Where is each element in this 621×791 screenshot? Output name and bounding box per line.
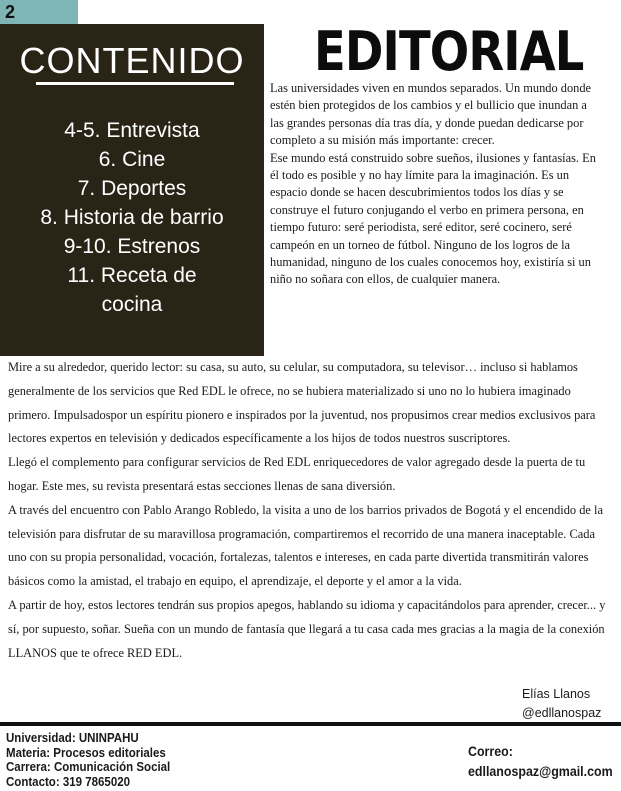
footer-credits: [6, 731, 170, 789]
footer-career: Carrera: Comunicación Social: [6, 760, 171, 774]
editorial-body: [8, 356, 614, 665]
contents-title: CONTENIDO: [19, 40, 245, 81]
body-paragraph: A partir de hoy, estos lectores tendrán sus propios apegos, hablando su idioma y capacitándolos para aprender, crecer... y sí, por supuesto, soñar. Sueña con un mundo de fantasía que llegará a tu casa cada mes gracias a la magia de la conexión LLANOS que te ofrece RED EDL.: [8, 597, 606, 660]
footer-divider: [0, 722, 621, 726]
footer-subject: Materia: Procesos editoriales: [6, 745, 166, 760]
contents-list: [0, 116, 264, 319]
editorial-title: EDITORIAL: [314, 20, 584, 83]
editorial-intro: [270, 80, 596, 289]
footer-university: Universidad: UNINPAHU: [6, 731, 139, 745]
body-paragraph: Llegó el complemento para configurar servicios de Red EDL enriquecedores de valor agregado desde la puerta de tu hogar. Este mes, su revista presentará estas secciones llenas de sana diversión.: [8, 455, 586, 493]
intro-paragraph: Ese mundo está construido sobre sueños, ilusiones y fantasías. En él todo es posible y no hay límite para la imaginación. Es un espacio donde se hacen descubrimientos todos los días y se construye el futuro conjugando el verbo en primera persona, en tiempo futuro: seré periodista, seré editor, seré cocinero, seré campeón en un torneo de fútbol. Ninguno de los logros de la humanidad, ninguno de los cuales conocemos hoy, existiría si un niño no soñara con ellos, de cualquier manera.: [270, 150, 596, 287]
body-paragraph: A través del encuentro con Pablo Arango Robledo, la visita a uno de los barrios privados de Bogotá y el encendido de la televisión para disfrutar de su maravillosa programación, compartiremos el recorrido de una manera inaceptable. Cada uno con su propia personalidad, vocación, fortalezas, talentos e intereses, en cada parte divertida transmitirán valores básicos como la amistad, el trabajo en equipo, el aprendizaje, el deporte y el amor a la vida.: [8, 502, 603, 589]
contents-item: 11. Receta de: [67, 264, 197, 287]
footer-email-label: Correo:: [468, 744, 513, 759]
page-number: 2: [0, 0, 78, 24]
signature: [522, 685, 601, 723]
contents-item: 6. Cine: [98, 148, 166, 171]
signature-handle: @edllanospaz: [522, 706, 602, 720]
footer-email-block: [468, 742, 613, 782]
contents-item: 9-10. Estrenos: [63, 235, 201, 258]
signature-name: Elías Llanos: [522, 687, 591, 701]
contents-box: [0, 24, 264, 356]
contents-item: 7. Deportes: [77, 177, 187, 200]
intro-paragraph: Las universidades viven en mundos separados. Un mundo donde estén bien protegidos de los cambios y el bullicio que inundan a las grandes personas día tras día, y donde puedan dedicarse por completo a su misión más importante: crecer.: [270, 81, 592, 148]
footer-contact: Contacto: 319 7865020: [6, 774, 131, 789]
contents-item: 4-5. Entrevista: [64, 119, 200, 142]
contents-item: cocina: [101, 293, 163, 316]
footer-email[interactable]: edllanospaz@gmail.com: [468, 764, 613, 779]
contents-underline: [36, 82, 234, 85]
body-paragraph: Mire a su alrededor, querido lector: su casa, su auto, su celular, su computadora, su televisor… incluso si hablamos generalmente de los servicios que Red EDL le ofrece, no se hubiera materializado si uno no lo hubiera imaginado primero. Impulsadospor un espíritu pionero e inspirados por la juventud, nos propusimos crear medios exclusivos para lectores expertos en televisión y dedicados específicamente a los hijos de todos nuestros suscriptores.: [8, 360, 596, 446]
contents-item: 8. Historia de barrio: [40, 206, 224, 229]
